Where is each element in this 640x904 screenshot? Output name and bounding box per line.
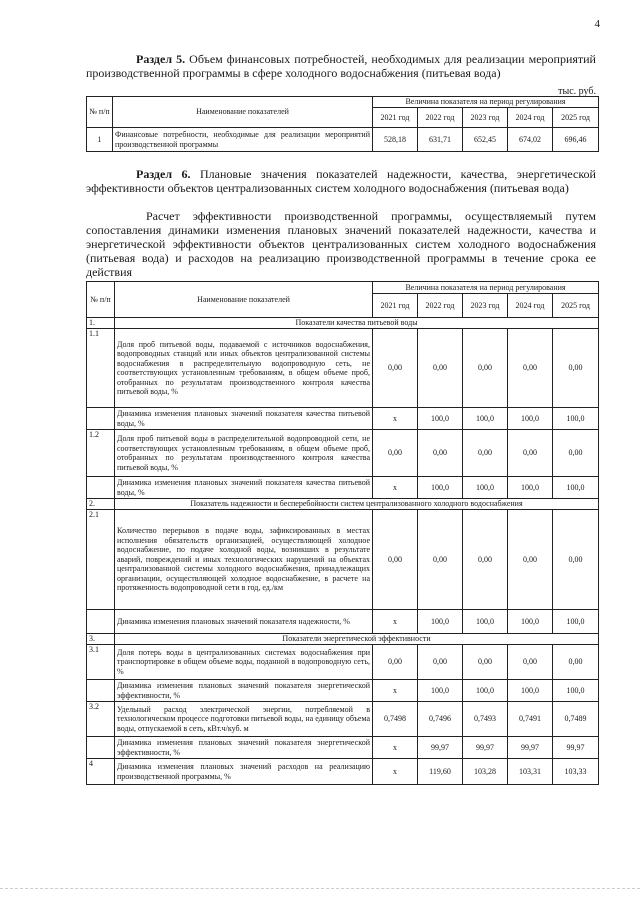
t2-sec-num: 2.	[87, 499, 115, 510]
t2-value: 0,00	[553, 510, 599, 610]
section6-paragraph: Расчет эффективности производственной программы, осуществляемый путем сопоставления динамики изменения плановых значений показателей надежности, качества и энергетической эффективности объектов централизованных систем холодного водоснабжения (питьевая вода) и расходов на реализацию производственной программы в течение срока ее действия	[86, 209, 596, 279]
financial-table	[86, 96, 599, 152]
section5-heading	[86, 52, 596, 80]
t2-row-num-empty	[87, 610, 115, 634]
t2-row-num-empty	[87, 477, 115, 499]
t2-value: 100,0	[463, 408, 508, 430]
page-number: 4	[594, 18, 600, 30]
t2-value: 100,0	[418, 610, 463, 634]
t1-value: 652,45	[463, 128, 508, 152]
t2-row-name: Доля проб питьевой воды, подаваемой с источников водоснабжения, водопроводных станций или иных объектов централизованной системы водоснабжения в распределительную водопроводную сеть, не соответствующих установленным требованиям, в общем объеме проб, отобранных по результатам производственного контроля качества питьевой воды, %	[115, 329, 373, 408]
t2-value: 0,7491	[508, 702, 553, 737]
t2-year: 2021 год	[373, 294, 418, 318]
t2-value: х	[373, 477, 418, 499]
t2-value: 0,00	[418, 510, 463, 610]
t2-row-name: Динамика изменения плановых значений расходов на реализацию производственной программы, %	[115, 759, 373, 785]
t2-row-num: 2.1	[87, 510, 115, 610]
t2-head-period: Величина показателя на период регулирования	[373, 282, 599, 294]
t2-value: 99,97	[553, 737, 599, 759]
t2-row-name: Доля проб питьевой воды в распределительной водопроводной сети, не соответствующих установленным требованиям, в общем объеме проб, отобранных по результатам производственного контроля качества питьевой воды, %	[115, 430, 373, 477]
section6-label: Раздел 6.	[136, 167, 191, 181]
t2-value: х	[373, 610, 418, 634]
t1-head-name: Наименование показателей	[113, 97, 373, 128]
t2-row-num: 4	[87, 759, 115, 785]
t2-value: 100,0	[553, 477, 599, 499]
section6-text: Плановые значения показателей надежности, качества, энергетической эффективности объектов централизованных систем холодного водоснабжения (питьевая вода)	[86, 167, 596, 195]
section6-heading	[86, 167, 596, 195]
t2-value: 99,97	[508, 737, 553, 759]
t1-year: 2025 год	[553, 108, 599, 128]
t2-value: 100,0	[463, 477, 508, 499]
t2-head-name: Наименование показателей	[115, 282, 373, 318]
t2-value: 0,00	[373, 645, 418, 680]
t2-sec-num: 3.	[87, 634, 115, 645]
t2-row-num-empty	[87, 408, 115, 430]
section5-label: Раздел 5.	[136, 52, 186, 66]
t2-value: 0,00	[463, 430, 508, 477]
t2-value: х	[373, 408, 418, 430]
t2-value: х	[373, 759, 418, 785]
t2-value: 0,00	[508, 510, 553, 610]
t2-value: х	[373, 737, 418, 759]
t2-value: 100,0	[418, 477, 463, 499]
t2-value: 99,97	[463, 737, 508, 759]
t2-value: 0,00	[463, 510, 508, 610]
t1-value: 696,46	[553, 128, 599, 152]
t2-value: 0,7489	[553, 702, 599, 737]
t2-dynamics-name: Динамика изменения плановых значений показателя надежности, %	[115, 610, 373, 634]
t1-value: 674,02	[508, 128, 553, 152]
t2-value: 0,7496	[418, 702, 463, 737]
t2-value: 119,60	[418, 759, 463, 785]
t2-row-num-empty	[87, 737, 115, 759]
t1-row-num: 1	[87, 128, 113, 152]
units-label: тыс. руб.	[558, 86, 596, 97]
t2-value: 100,0	[418, 408, 463, 430]
t2-value: х	[373, 680, 418, 702]
t1-value: 528,18	[373, 128, 418, 152]
t2-value: 0,00	[418, 645, 463, 680]
t2-value: 100,0	[508, 680, 553, 702]
t2-year: 2022 год	[418, 294, 463, 318]
t1-year: 2024 год	[508, 108, 553, 128]
t2-value: 0,00	[463, 645, 508, 680]
t2-value: 103,28	[463, 759, 508, 785]
t2-row-num: 3.2	[87, 702, 115, 737]
t2-row-num: 1.2	[87, 430, 115, 477]
t2-value: 0,00	[373, 430, 418, 477]
t2-value: 0,00	[508, 430, 553, 477]
t2-row-num-empty	[87, 680, 115, 702]
t2-sec-title: Показатели энергетической эффективности	[115, 634, 599, 645]
t1-row-name: Финансовые потребности, необходимые для реализации мероприятий производственной программы	[113, 128, 373, 152]
t2-row-num: 3.1	[87, 645, 115, 680]
t2-dynamics-name: Динамика изменения плановых значений показателя качества питьевой воды, %	[115, 477, 373, 499]
t1-value: 631,71	[418, 128, 463, 152]
t2-year: 2025 год	[553, 294, 599, 318]
t2-value: 0,00	[508, 645, 553, 680]
t2-value: 100,0	[553, 610, 599, 634]
page-bottom-divider	[0, 888, 640, 889]
t2-value: 0,00	[553, 329, 599, 408]
t2-row-num: 1.1	[87, 329, 115, 408]
t2-value: 0,00	[418, 329, 463, 408]
t2-row-name: Количество перерывов в подаче воды, зафиксированных в местах исполнения обязательств организацией, осуществляющей холодное водоснабжение, по подаче холодной воды, возникших в результате аварий, повреждений и иных технологических нарушений на объектах централизованной системы холодного водоснабжения, принадлежащих организации, осуществляющей холодное водоснабжение, в расчете на протяженность водопроводной сети в год, ед./км	[115, 510, 373, 610]
t2-value: 0,00	[508, 329, 553, 408]
t2-value: 0,00	[373, 510, 418, 610]
t2-value: 0,00	[553, 430, 599, 477]
t2-dynamics-name: Динамика изменения плановых значений показателя энергетической эффективности, %	[115, 737, 373, 759]
t2-value: 100,0	[508, 610, 553, 634]
t2-value: 103,31	[508, 759, 553, 785]
t1-year: 2021 год	[373, 108, 418, 128]
t2-sec-title: Показатели качества питьевой воды	[115, 318, 599, 329]
t2-value: 0,00	[463, 329, 508, 408]
t2-value: 100,0	[463, 610, 508, 634]
section5-text: Объем финансовых потребностей, необходимых для реализации мероприятий производственной программы в сфере холодного водоснабжения (питьевая вода)	[86, 52, 596, 80]
t2-dynamics-name: Динамика изменения плановых значений показателя энергетической эффективности, %	[115, 680, 373, 702]
t2-value: 100,0	[418, 680, 463, 702]
t2-year: 2023 год	[463, 294, 508, 318]
indicators-table	[86, 281, 599, 785]
t2-head-num: № п/п	[87, 282, 115, 318]
t1-year: 2023 год	[463, 108, 508, 128]
t2-value: 100,0	[553, 408, 599, 430]
t2-value: 0,00	[373, 329, 418, 408]
t2-value: 99,97	[418, 737, 463, 759]
t2-value: 100,0	[508, 408, 553, 430]
t2-value: 100,0	[463, 680, 508, 702]
t2-row-name: Удельный расход электрической энергии, потребляемой в технологическом процессе подготовки питьевой воды, на единицу объема воды, отпускаемой в сеть, кВт.ч/куб. м	[115, 702, 373, 737]
t2-sec-num: 1.	[87, 318, 115, 329]
t1-year: 2022 год	[418, 108, 463, 128]
t2-value: 0,7493	[463, 702, 508, 737]
t2-value: 100,0	[553, 680, 599, 702]
t2-value: 0,7498	[373, 702, 418, 737]
t2-row-name: Доля потерь воды в централизованных системах водоснабжения при транспортировке в общем объеме воды, поданной в водопроводную сеть, %	[115, 645, 373, 680]
t2-year: 2024 год	[508, 294, 553, 318]
t2-value: 103,33	[553, 759, 599, 785]
t1-head-period: Величина показателя на период регулирования	[373, 97, 599, 108]
t2-sec-title: Показатель надежности и бесперебойности систем централизованного холодного водоснабжения	[115, 499, 599, 510]
t2-value: 100,0	[508, 477, 553, 499]
t1-head-num: № п/п	[87, 97, 113, 128]
t2-value: 0,00	[553, 645, 599, 680]
t2-value: 0,00	[418, 430, 463, 477]
t2-dynamics-name: Динамика изменения плановых значений показателя качества питьевой воды, %	[115, 408, 373, 430]
